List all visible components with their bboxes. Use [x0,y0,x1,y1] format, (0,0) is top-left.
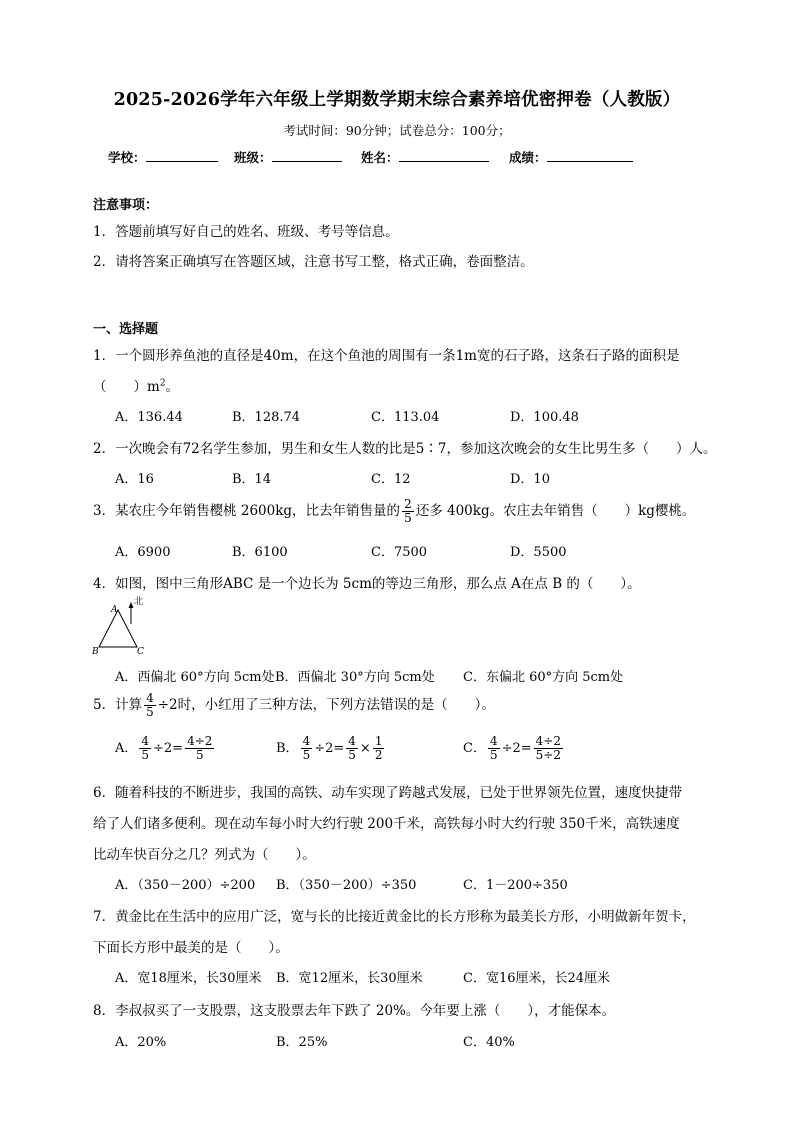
q5-suffix: ÷2时，小红用了三种方法，下列方法错误的是（ ）。 [157,697,495,713]
q6-option-a[interactable]: A．（350－200）÷200 [115,878,256,893]
section-heading: 一、选择题 [93,322,159,337]
q4-option-c[interactable]: C．东偏北 60°方向 5cm处 [463,670,624,685]
notes-heading: 注意事项： [93,198,159,213]
q5-prefix: 5．计算 [93,697,143,713]
question-1-line1: 1．一个圆形养鱼池的直径是40m，在这个鱼池的周围有一条1m宽的石子路，这条石子路的面积是 [93,348,680,364]
q5-b-frac2 [346,735,358,762]
q4-option-b[interactable]: B．西偏北 30°方向 5cm处 [275,670,435,685]
q5-a-frac2 [185,735,214,762]
q2-option-b[interactable]: B．14 [232,472,272,487]
q4-option-a[interactable]: A．西偏北 60°方向 5cm处 [115,670,275,685]
frac-num: 4÷2 [535,734,561,748]
q6-option-b[interactable]: B．（350－200）÷350 [276,878,417,893]
name-label: 姓名： [361,150,399,165]
q1-end: 。 [165,379,180,395]
frac-num: 1 [374,734,383,748]
q5-c-frac1 [488,735,500,762]
q5-b-op: ÷2= [314,741,345,756]
q1-option-d[interactable]: D．100.48 [510,410,579,425]
question-2: 2．一次晚会有72名学生参加，男生和女生人数的比是5∶7，参加这次晚会的女生比男生多（ ）人。 [93,441,717,457]
frac-num: 4 [141,734,150,748]
q6-option-c[interactable]: C．1－200÷350 [463,878,568,893]
question-7-line2: 下面长方形中最美的是（ ）。 [93,940,289,956]
question-5 [93,692,495,719]
q7-option-b[interactable]: B．宽12厘米，长30厘米 [276,971,423,986]
frac-num: 4 [348,734,356,748]
school-blank[interactable] [146,149,218,162]
class-field [234,148,342,166]
q5-b-label: B． [276,741,299,756]
question-6-line2: 给了人们诸多便利。现在动车每小时大约行驶 200千米，高铁每小时大约行驶 350千米，高铁速度 [93,816,680,832]
q5-option-c[interactable] [463,735,565,762]
frac-den: 5 [302,748,311,762]
class-blank[interactable] [272,149,342,162]
q1-option-c[interactable]: C．113.04 [371,410,440,425]
q1-option-a[interactable]: A．136.44 [115,410,183,425]
q8-option-a[interactable]: A．20% [115,1035,167,1050]
q3-option-b[interactable]: B．6100 [232,545,288,560]
name-field [361,148,489,166]
frac-den: 5 [195,748,204,762]
question-6-line3: 比动车快百分之几？列式为（ ）。 [93,847,316,863]
q7-option-c[interactable]: C．宽16厘米，长24厘米 [463,971,611,986]
q2-option-c[interactable]: C．12 [371,472,411,487]
question-4: 4．如图，图中三角形ABC 是一个边长为 5cm的等边三角形，那么点 A在点 B 的（ ）。 [93,576,641,592]
score-field [509,148,633,166]
frac-den: 5 [489,748,498,762]
class-label: 班级： [234,150,272,165]
school-label: 学校： [108,150,146,165]
q1-blank: （ ）m [93,379,160,395]
q5-c-frac2 [534,735,563,762]
q5-c-label: C． [463,741,486,756]
q1-option-b[interactable]: B．128.74 [232,410,301,425]
note-item: 2．请将答案正确填写在答题区域，注意书写工整，格式正确，卷面整洁。 [93,254,534,270]
q5-a-label: A． [115,741,138,756]
vertex-c-label: C [137,647,144,657]
q3-option-a[interactable]: A．6900 [115,545,171,560]
q3-fraction [402,498,414,525]
question-1-line2 [93,375,179,395]
score-label: 成绩： [509,150,547,165]
triangle-figure [90,592,150,657]
frac-den: 5 [141,748,150,762]
q3-suffix: 还多 400kg。农庄去年销售（ ）kg樱桃。 [415,503,696,519]
north-label: 北 [134,597,144,607]
page-title: 2025-2026学年六年级上学期数学期末综合素养培优密押卷（人教版） [113,90,681,110]
score-blank[interactable] [547,149,633,162]
frac-num: 4÷2 [187,734,213,748]
q2-option-a[interactable]: A．16 [115,472,154,487]
q2-option-d[interactable]: D．10 [510,472,550,487]
vertex-a-label: A [111,605,118,615]
q5-option-b[interactable] [276,735,386,762]
frac-num: 4 [489,734,498,748]
frac-den: 5÷2 [535,748,561,762]
vertex-b-label: B [92,647,99,657]
question-7-line1: 7．黄金比在生活中的应用广泛，宽与长的比接近黄金比的长方形称为最美长方形，小明做新年贺卡， [93,909,696,925]
q7-option-a[interactable]: A．宽18厘米，长30厘米 [115,971,262,986]
q5-frac-num: 4 [146,691,154,705]
q1-unit-exponent: 2 [159,378,166,389]
q5-b-times: × [359,741,371,756]
q5-a-frac1 [139,735,151,762]
q5-b-frac1 [301,735,313,762]
q5-fraction [144,692,156,719]
question-8: 8．李叔叔买了一支股票，这支股票去年下跌了 20%。今年要上涨（ ），才能保本。 [93,1003,616,1019]
q5-a-op: ÷2= [153,741,184,756]
question-3 [93,498,695,525]
q3-option-c[interactable]: C．7500 [371,545,428,560]
frac-den: 2 [374,748,383,762]
north-arrowhead-icon [129,602,134,608]
q3-option-d[interactable]: D．5500 [510,545,567,560]
q5-option-a[interactable] [115,735,216,762]
q8-option-b[interactable]: B．25% [276,1035,328,1050]
exam-info: 考试时间：90分钟；试卷总分：100分； [283,123,511,138]
q8-option-c[interactable]: C．40% [463,1035,515,1050]
q5-c-op: ÷2= [501,741,532,756]
q3-prefix: 3．某农庄今年销售樱桃 2600kg，比去年销售量的 [93,503,401,519]
q3-frac-num: 2 [404,497,412,511]
frac-num: 4 [302,734,311,748]
question-6-line1: 6．随着科技的不断进步，我国的高铁、动车实现了跨越式发展，已处于世界领先位置，速度快捷带 [93,785,683,801]
q5-b-frac3 [373,735,385,762]
frac-den: 5 [348,748,356,762]
school-field [108,148,218,166]
q5-frac-den: 5 [146,705,154,719]
note-item: 1．答题前填写好自己的姓名、班级、考号等信息。 [93,224,399,240]
name-blank[interactable] [399,149,489,162]
q3-frac-den: 5 [404,511,412,525]
